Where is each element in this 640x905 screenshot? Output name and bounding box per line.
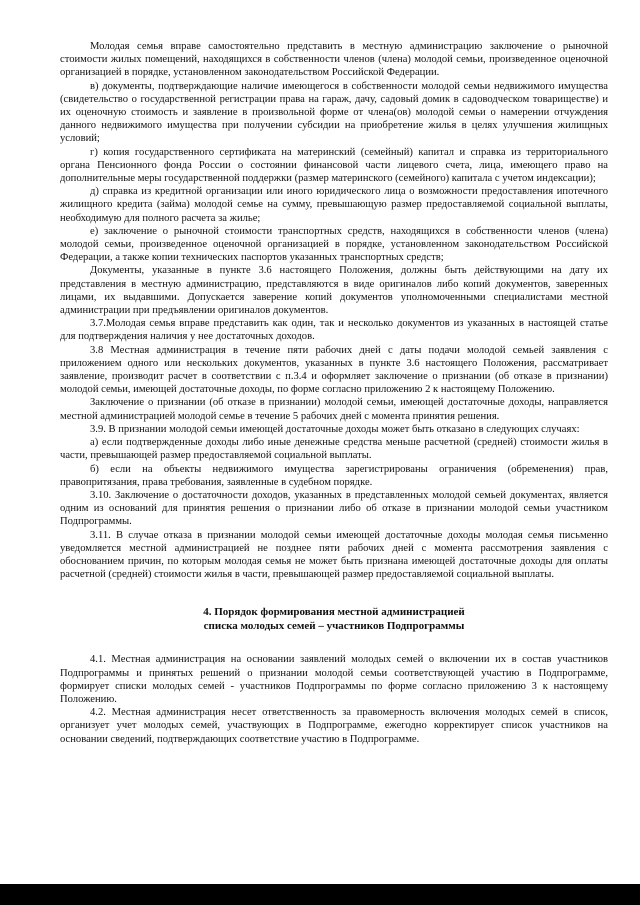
paragraph: Заключение о признании (об отказе в признании) молодой семьи, имеющей достаточные доходы, направляется местной администрацией молодой семье в течение 5 рабочих дней с момента принятия решения. xyxy=(60,397,608,422)
paragraphs-top xyxy=(60,40,608,581)
paragraph: г) копия государственного сертификата на материнский (семейный) капитал и справка из территориального органа Пенсионного фонда России о состоянии финансовой части лицевого счета, лица, имеющего право на дополнительные меры государственной поддержки (размер материнского (семейного) капитала с учетом индексации); xyxy=(60,146,608,185)
paragraph: 4.1. Местная администрация на основании заявлений молодых семей о включении их в состав участников Подпрограммы и принятых решений о признании молодой семьи соответствующей участию в Подпрограмме, формирует списки молодых семей - участников Подпрограммы по форме согласно приложению 3 к настоящему Положению. xyxy=(60,654,608,705)
paragraph: в) документы, подтверждающие наличие имеющегося в собственности молодой семьи недвижимого имущества (свидетельство о государственной регистрации права на гараж, дачу, садовый домик в садоводческом товариществе) и их оценочную стоимость и заявление в произвольной форме от члена(ов) молодой семьи о намерении отчуждения данного недвижимого имущества при получении субсидии на приобретение жилья в целях улучшения жилищных условий; xyxy=(60,80,608,145)
paragraph: 3.10. Заключение о достаточности доходов, указанных в представленных молодой семьей документах, является одним из оснований для принятия решения о признании либо об отказе в признании молодой семьи участником Подпрограммы. xyxy=(60,489,608,528)
paragraph: 3.11. В случае отказа в признании молодой семьи имеющей достаточные доходы молодая семья письменно уведомляется местной администрацией не позднее пяти рабочих дней с момента рассмотрения заявления с обоснованием причин, по которым молодая семья не может быть признана имеющей достаточные доходы для оплаты расчетной (средней) стоимости жилья в части, превышающей размер предоставляемой социальной выплаты. xyxy=(60,529,608,581)
paragraph: д) справка из кредитной организации или иного юридического лица о возможности предоставления ипотечного жилищного кредита (займа) молодой семье на сумму, превышающую размер предоставляемой социальной выплаты, необходимую для полного расчета за жилье; xyxy=(60,186,608,224)
section-heading-line-1: 4. Порядок формирования местной администрацией xyxy=(203,606,465,619)
paragraph: 3.8 Местная администрация в течение пяти рабочих дней с даты подачи молодой семьей заявления с приложением одного или нескольких документов, указанных в пункте 3.6 настоящего Положения, рассматривает заявление, производит расчет в соответствии с п.3.4 и оформляет заключение о признании (об отказе в признании) молодой семьи, имеющей достаточные доходы, по форме согласно приложению 2 к настоящему Положению. xyxy=(60,344,608,396)
paragraph: Молодая семья вправе самостоятельно представить в местную администрацию заключение о рыночной стоимости жилых помещений, находящихся в собственности членов (члена) молодой семьи, произведенное оценочной организацией в порядке, установленном законодательством Российской Федерации. xyxy=(60,41,608,79)
paragraph: Документы, указанные в пункте 3.6 настоящего Положения, должны быть действующими на дату их представления в местную администрацию, представляются в виде оригиналов либо копий документов, заверенных лицами, их выдавшими. Допускается заверение копий документов уполномоченными специалистами местной администрации при предъявлении оригиналов документов. xyxy=(60,265,608,317)
scan-edge-bar xyxy=(0,884,640,905)
section-heading xyxy=(60,605,608,633)
paragraphs-bottom xyxy=(60,653,608,745)
paragraph: 4.2. Местная администрация несет ответственность за правомерность включения молодых семей в список, организует учет молодых семей, участвующих в Подпрограмме, ежегодно корректирует список участников на основании сведений, подтверждающих соответствие участию в Подпрограмме. xyxy=(60,707,608,745)
document-page xyxy=(60,40,608,746)
paragraph: 3.9. В признании молодой семьи имеющей достаточные доходы может быть отказано в следующих случаях: xyxy=(90,423,580,435)
section-heading-line-2: списка молодых семей – участников Подпрограммы xyxy=(203,620,465,633)
paragraph: б) если на объекты недвижимого имущества зарегистрированы ограничения (обременения) прав, правопритязания, права требования, заявленные в судебном порядке. xyxy=(60,463,608,488)
paragraph: е) заключение о рыночной стоимости транспортных средств, находящихся в собственности членов (члена) молодой семьи, произведенное оценочной организацией в порядке, установленном законодательством Российской Федерации, а также копии технических паспортов указанных транспортных средств; xyxy=(60,225,608,264)
paragraph: а) если подтвержденные доходы либо иные денежные средства меньше расчетной (средней) стоимости жилья в части, превышающей размер предоставляемой социальной выплаты. xyxy=(60,437,608,462)
paragraph: 3.7.Молодая семья вправе представить как один, так и несколько документов из указанных в настоящей статье для подтверждения наличия у нее достаточных доходов. xyxy=(60,318,608,343)
